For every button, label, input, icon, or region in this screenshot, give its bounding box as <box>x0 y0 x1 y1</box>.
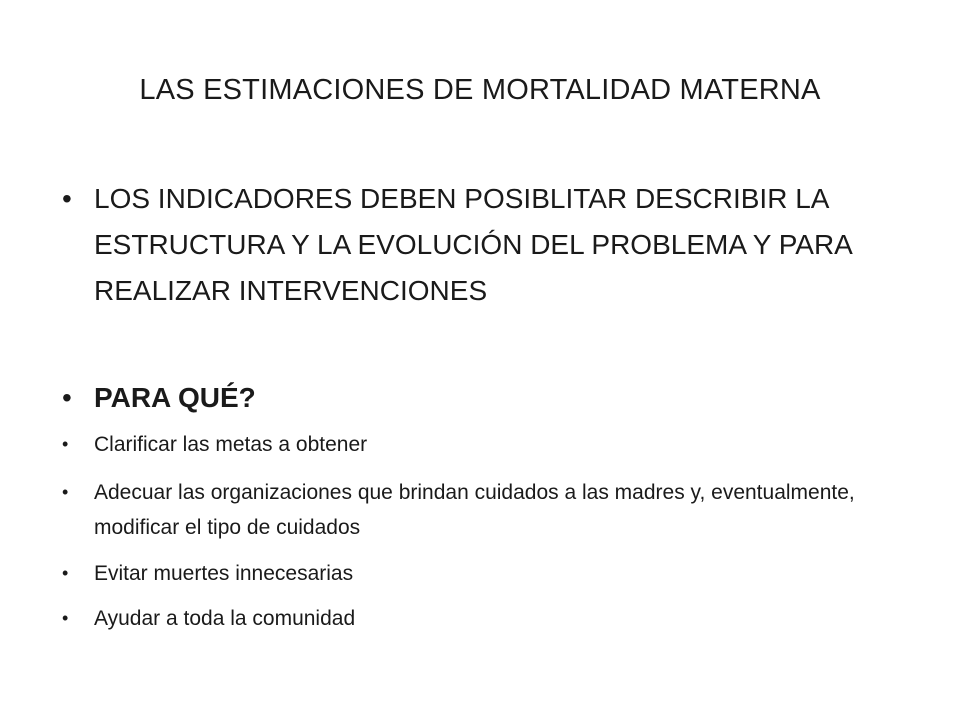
bullet-item <box>62 427 922 462</box>
bullet-dot-icon: • <box>62 482 69 502</box>
bullet-text: Evitar muertes innecesarias <box>94 562 354 585</box>
bullet-dot-icon: • <box>62 563 69 583</box>
bullet-dot-icon: • <box>62 434 69 454</box>
bullet-text: PARA QUÉ? <box>94 382 256 413</box>
bullet-item <box>62 556 922 591</box>
bullet-item <box>62 375 922 421</box>
bullet-text: Adecuar las organizaciones que brindan cuidados a las madres y, eventualmente, modificar el tipo de cuidados <box>94 481 855 539</box>
bullet-text: LOS INDICADORES DEBEN POSIBLITAR DESCRIBIR LA ESTRUCTURA Y LA EVOLUCIÓN DEL PROBLEMA Y PARA REALIZAR INTERVENCIONES <box>94 183 852 306</box>
bullet-item <box>62 475 922 545</box>
bullet-item <box>62 601 922 636</box>
bullet-text: Clarificar las metas a obtener <box>94 433 368 456</box>
slide-title: LAS ESTIMACIONES DE MORTALIDAD MATERNA <box>139 74 821 106</box>
bullet-dot-icon: • <box>62 382 72 413</box>
bullet-dot-icon: • <box>62 608 69 628</box>
bullet-dot-icon: • <box>62 183 72 214</box>
bullet-text: Ayudar a toda la comunidad <box>94 607 356 630</box>
bullet-item <box>62 176 922 314</box>
